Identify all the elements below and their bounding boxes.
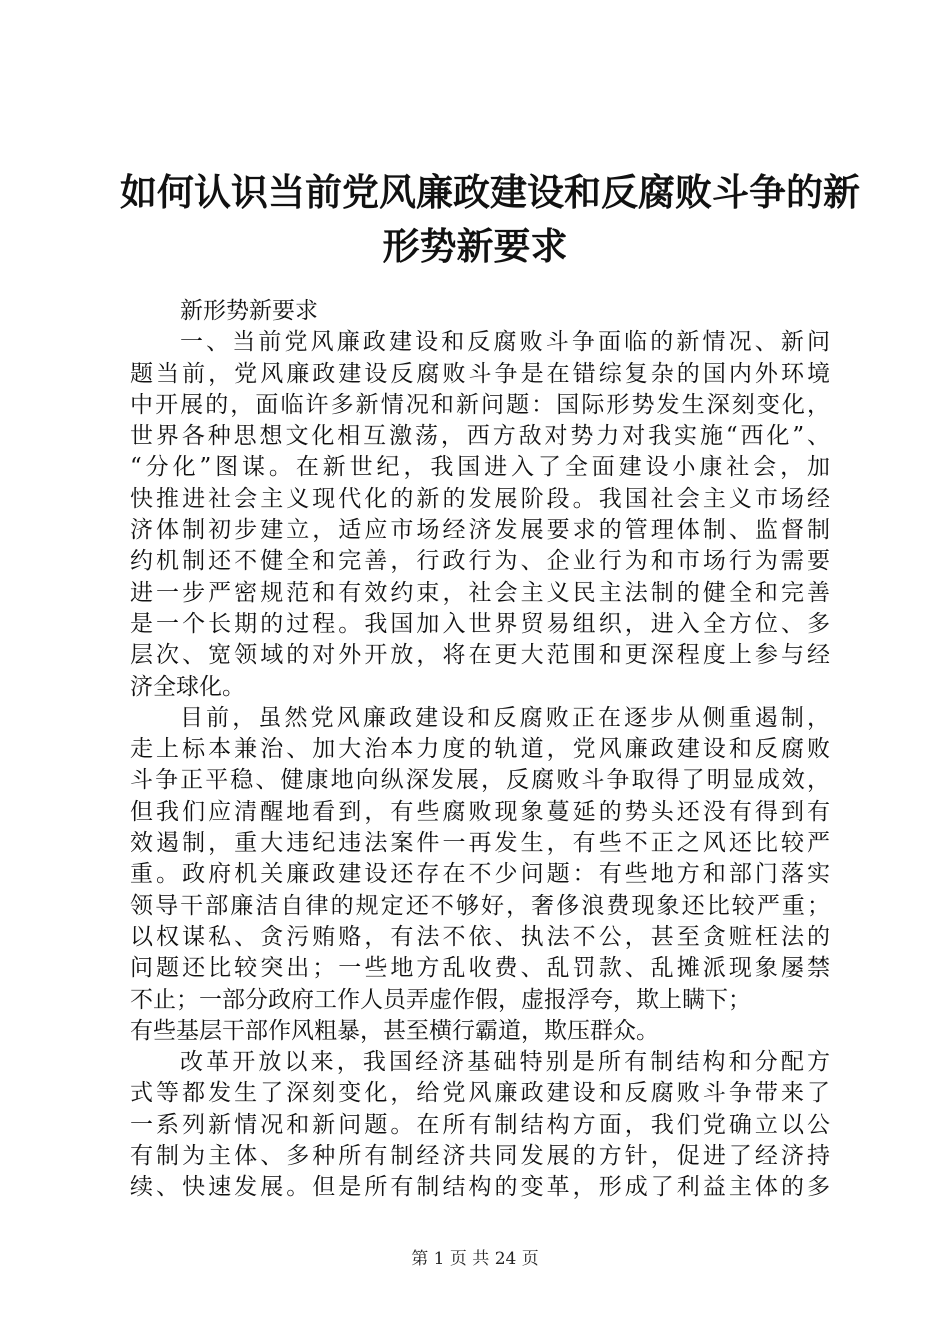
section-heading: 新形势新要求 <box>180 298 318 324</box>
paragraph-line: 题当前，党风廉政建设反腐败斗争是在错综复杂的国内外环境 <box>130 360 830 387</box>
paragraph-line: 层次、宽领域的对外开放，将在更大范围和更深程度上参与经 <box>130 642 830 669</box>
paragraph-line: 进一步严密规范和有效约束，社会主义民主法制的健全和完善 <box>130 579 830 606</box>
paragraph-line: 效遏制，重大违纪违法案件一再发生，有些不正之风还比较严 <box>130 830 830 857</box>
paragraph-line: 约机制还不健全和完善，行政行为、企业行为和市场行为需要 <box>130 548 830 575</box>
paragraph-line: 问题还比较突出；一些地方乱收费、乱罚款、乱摊派现象屡禁 <box>130 955 830 982</box>
paragraph-line: 中开展的，面临许多新情况和新问题：国际形势发生深刻变化， <box>130 391 830 418</box>
paragraph-line: 是一个长期的过程。我国加入世界贸易组织，进入全方位、多 <box>130 610 830 637</box>
paragraph-line: 快推进社会主义现代化的新的发展阶段。我国社会主义市场经 <box>130 485 830 512</box>
paragraph-line: 世界各种思想文化相互激荡，西方敌对势力对我实施“西化”、 <box>130 423 830 450</box>
document-title-line-2: 形势新要求 <box>382 224 568 268</box>
page-number-footer: 第 1 页 共 24 页 <box>411 1249 539 1269</box>
paragraph-line: “分化”图谋。在新世纪，我国进入了全面建设小康社会，加 <box>130 454 830 481</box>
paragraph-line: 目前，虽然党风廉政建设和反腐败正在逐步从侧重遏制， <box>180 704 830 731</box>
document-title-line-1: 如何认识当前党风廉政建设和反腐败斗争的新 <box>120 170 860 214</box>
paragraph-line: 一系列新情况和新问题。在所有制结构方面，我们党确立以公 <box>130 1111 830 1138</box>
paragraph-line: 济全球化。 <box>130 673 245 700</box>
paragraph-line: 改革开放以来，我国经济基础特别是所有制结构和分配方 <box>180 1049 830 1076</box>
paragraph-line: 续、快速发展。但是所有制结构的变革，形成了利益主体的多 <box>130 1174 830 1201</box>
paragraph-line: 有制为主体、多种所有制经济共同发展的方针，促进了经济持 <box>130 1143 830 1170</box>
document-body <box>130 296 830 1204</box>
paragraph-line: 不止；一部分政府工作人员弄虚作假，虚报浮夸，欺上瞒下； <box>130 986 751 1013</box>
paragraph-line: 走上标本兼治、加大治本力度的轨道，党风廉政建设和反腐败 <box>130 736 830 763</box>
paragraph-line: 但我们应清醒地看到，有些腐败现象蔓延的势头还没有得到有 <box>130 798 830 825</box>
paragraph-line: 式等都发生了深刻变化，给党风廉政建设和反腐败斗争带来了 <box>130 1080 830 1107</box>
paragraph-line: 斗争正平稳、健康地向纵深发展，反腐败斗争取得了明显成效， <box>130 767 830 794</box>
paragraph-line: 济体制初步建立，适应市场经济发展要求的管理体制、监督制 <box>130 517 830 544</box>
paragraph-line: 重。政府机关廉政建设还存在不少问题：有些地方和部门落实 <box>130 861 830 888</box>
paragraph-line: 有些基层干部作风粗暴，甚至横行霸道，欺压群众。 <box>130 1017 659 1044</box>
paragraph-line: 领导干部廉洁自律的规定还不够好，奢侈浪费现象还比较严重； <box>130 892 830 919</box>
paragraph-line: 以权谋私、贪污贿赂，有法不依、执法不公，甚至贪赃枉法的 <box>130 923 830 950</box>
paragraph-line: 一、当前党风廉政建设和反腐败斗争面临的新情况、新问 <box>180 329 830 356</box>
